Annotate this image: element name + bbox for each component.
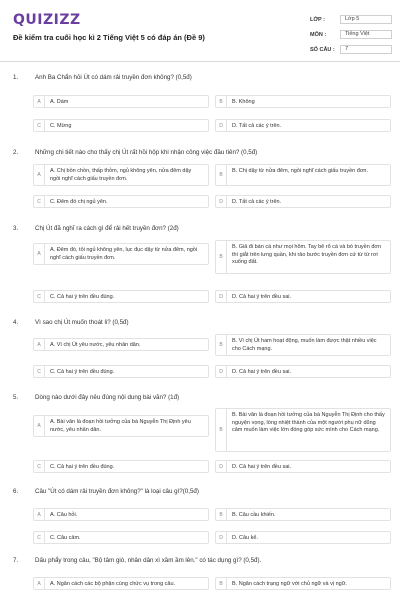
option-letter: A bbox=[34, 416, 45, 436]
option-text: C. Cả hai ý trên đều đúng. bbox=[50, 464, 115, 470]
option-b[interactable] bbox=[215, 334, 391, 356]
option-d[interactable] bbox=[215, 119, 391, 132]
option-text: C. Mừng bbox=[50, 123, 72, 129]
option-letter: C bbox=[34, 461, 45, 472]
option-letter: B bbox=[216, 509, 227, 520]
option-text: D. Cả hai ý trên đều sai. bbox=[232, 294, 292, 300]
option-b[interactable] bbox=[215, 408, 391, 452]
question-number: 4. bbox=[13, 319, 19, 326]
option-text: A. Vì chị Út yêu nước, yêu nhân dân. bbox=[50, 342, 141, 348]
option-letter: B bbox=[216, 335, 227, 355]
option-text: A. Ngăn cách các bộ phận cùng chức vụ trong câu. bbox=[50, 581, 176, 587]
option-text: B. Không bbox=[232, 99, 255, 105]
option-b[interactable] bbox=[215, 164, 391, 186]
option-c[interactable] bbox=[33, 195, 209, 208]
question-text: Anh Ba Chẩn hỏi Út có dám rải truyền đơn không? (0,5đ) bbox=[35, 74, 192, 81]
meta-row-subject bbox=[310, 27, 392, 42]
brand-logo: QUIZIZZ bbox=[13, 12, 81, 28]
option-text: B. Ngăn cách trạng ngữ với chủ ngữ và vị ngữ. bbox=[232, 581, 347, 587]
question-number: 5. bbox=[13, 394, 19, 401]
option-letter: B bbox=[216, 165, 227, 185]
question-text: Những chi tiết nào cho thấy chị Út rất hồi hộp khi nhận công việc đầu tiên? (0,5đ) bbox=[35, 149, 258, 156]
option-letter: B bbox=[216, 96, 227, 107]
meta-value: 7 bbox=[340, 45, 392, 54]
option-b[interactable] bbox=[215, 577, 391, 590]
worksheet-title: Đề kiểm tra cuối học kì 2 Tiếng Việt 5 có đáp án (Đề 9) bbox=[13, 33, 205, 42]
option-text: B. Giả đi bán cá như mọi hôm. Tay bê rổ cá và bó truyền đơn thì giắt trên lưng quần, khi rảo bước truyền đơn cứ từ từ rơi xuống đất. bbox=[232, 244, 382, 265]
option-text: B. Bài văn là đoạn hồi tưởng của bà Nguyễn Thị Định cho thấy nguyện vọng, lòng nhiệt thành của một người phụ nữ dũng cảm muốn làm việc lớn đóng góp sức mình cho Cách mạng. bbox=[232, 412, 385, 433]
option-text: A. Đêm đó, tôi ngủ không yên, lục đục dậy từ nửa đêm, ngồi nghĩ cách giấu truyền đơn. bbox=[50, 247, 198, 261]
option-b[interactable] bbox=[215, 95, 391, 108]
option-text: A. Câu hỏi. bbox=[50, 512, 78, 518]
option-text: B. Câu cầu khiến. bbox=[232, 512, 276, 518]
option-d[interactable] bbox=[215, 290, 391, 303]
option-text: C. Câu cảm. bbox=[50, 535, 81, 541]
option-d[interactable] bbox=[215, 195, 391, 208]
meta-value: Lớp 5 bbox=[340, 15, 392, 24]
option-letter: C bbox=[34, 366, 45, 377]
option-letter: C bbox=[34, 196, 45, 207]
option-a[interactable] bbox=[33, 508, 209, 521]
option-text: A. Bài văn là đoạn hồi tưởng của bà Nguyễn Thị Định yêu nước, yêu nhân dân. bbox=[50, 419, 191, 433]
option-letter: B bbox=[216, 409, 227, 451]
option-text: C. Đêm đó chị ngủ yên. bbox=[50, 199, 108, 205]
option-text: A. Dám bbox=[50, 99, 69, 105]
option-letter: C bbox=[34, 532, 45, 543]
option-a[interactable] bbox=[33, 243, 209, 265]
option-letter: D bbox=[216, 461, 227, 472]
question-number: 2. bbox=[13, 149, 19, 156]
option-text: B. Vì chị Út ham hoạt động, muốn làm được thật nhiều việc cho Cách mạng. bbox=[232, 338, 377, 352]
question-text: Chị Út đã nghĩ ra cách gì để rải hết truyền đơn? (2đ) bbox=[35, 225, 179, 232]
option-letter: A bbox=[34, 244, 45, 264]
question-number: 6. bbox=[13, 488, 19, 495]
option-letter: A bbox=[34, 165, 45, 185]
meta-box bbox=[310, 12, 392, 57]
option-text: D. Tất cả các ý trên. bbox=[232, 199, 282, 205]
meta-label: SỐ CÂU : bbox=[310, 46, 335, 53]
option-letter: A bbox=[34, 339, 45, 350]
option-text: D. Tất cả các ý trên. bbox=[232, 123, 282, 129]
question-number: 7. bbox=[13, 557, 19, 564]
option-a[interactable] bbox=[33, 95, 209, 108]
option-letter: C bbox=[34, 291, 45, 302]
option-a[interactable] bbox=[33, 577, 209, 590]
option-letter: A bbox=[34, 96, 45, 107]
option-text: D. Cả hai ý trên đều sai. bbox=[232, 464, 292, 470]
meta-label: LỚP : bbox=[310, 16, 325, 23]
question-text: Dấu phẩy trong câu, "Bộ tâm giò, nhân dân xì xầm ầm lên." có tác dụng gì? (0,5đ). bbox=[35, 557, 262, 564]
meta-row-count bbox=[310, 42, 392, 57]
option-c[interactable] bbox=[33, 531, 209, 544]
option-d[interactable] bbox=[215, 365, 391, 378]
question-text: Câu "Út có dám rải truyền đơn không?" là loại câu gì?(0,5đ) bbox=[35, 488, 199, 495]
option-letter: D bbox=[216, 532, 227, 543]
option-text: D. Cả hai ý trên đều sai. bbox=[232, 369, 292, 375]
worksheet-header bbox=[0, 0, 400, 62]
question-number: 1. bbox=[13, 74, 19, 81]
option-letter: D bbox=[216, 120, 227, 131]
question-number: 3. bbox=[13, 225, 19, 232]
option-d[interactable] bbox=[215, 460, 391, 473]
option-c[interactable] bbox=[33, 460, 209, 473]
option-letter: D bbox=[216, 291, 227, 302]
option-c[interactable] bbox=[33, 365, 209, 378]
option-letter: B bbox=[216, 578, 227, 589]
meta-value: Tiếng Việt bbox=[340, 30, 392, 39]
option-a[interactable] bbox=[33, 338, 209, 351]
option-text: B. Chị dậy từ nửa đêm, ngồi nghĩ cách giấu truyền đơn. bbox=[232, 168, 369, 174]
option-c[interactable] bbox=[33, 119, 209, 132]
option-letter: D bbox=[216, 196, 227, 207]
option-letter: D bbox=[216, 366, 227, 377]
option-a[interactable] bbox=[33, 415, 209, 437]
option-text: C. Cả hai ý trên đều đúng. bbox=[50, 294, 115, 300]
option-letter: A bbox=[34, 578, 45, 589]
option-b[interactable] bbox=[215, 240, 391, 274]
option-letter: C bbox=[34, 120, 45, 131]
question-text: Vì sao chị Út muốn thoát li? (0,5đ) bbox=[35, 319, 129, 326]
option-c[interactable] bbox=[33, 290, 209, 303]
meta-label: MÔN : bbox=[310, 31, 327, 38]
option-text: D. Câu kể. bbox=[232, 535, 258, 541]
option-b[interactable] bbox=[215, 508, 391, 521]
option-d[interactable] bbox=[215, 531, 391, 544]
meta-row-grade bbox=[310, 12, 392, 27]
option-a[interactable] bbox=[33, 164, 209, 186]
option-letter: A bbox=[34, 509, 45, 520]
question-text: Dòng nào dưới đây nêu đúng nội dung bài văn? (1đ) bbox=[35, 394, 180, 401]
option-text: A. Chị bồn chồn, thấp thỏm, ngủ không yên, nửa đêm dậy ngồi nghĩ cách giấu truyền đơn. bbox=[50, 168, 192, 182]
option-letter: B bbox=[216, 241, 227, 273]
option-text: C. Cả hai ý trên đều đúng. bbox=[50, 369, 115, 375]
